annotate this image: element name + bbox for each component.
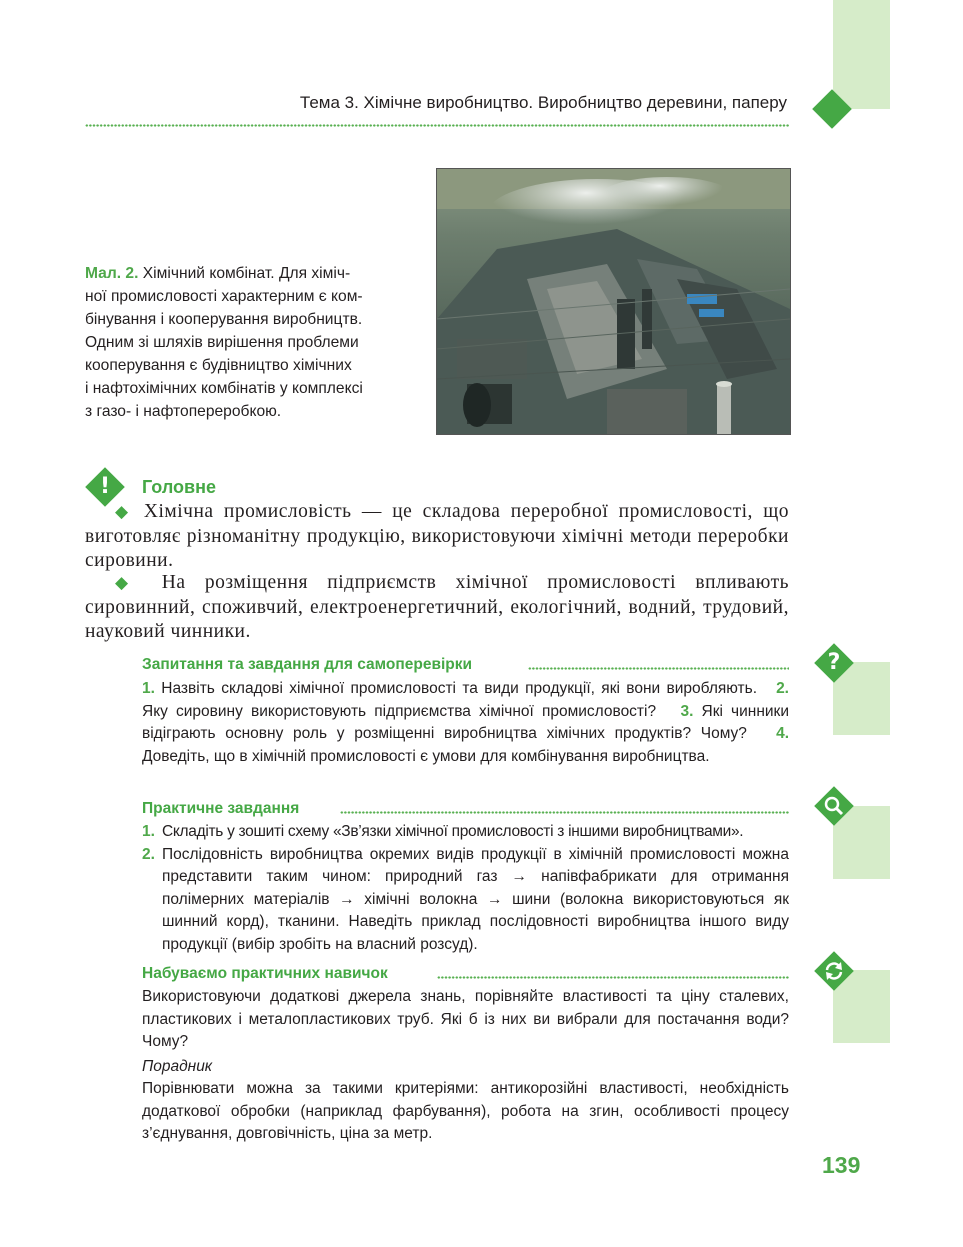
- main-paragraph-1: ◆ Хімічна промисловість — це складова переробної промисловості, що виготовляє різноманітну продукцію, використовуючи хімічні методи переробки сировини.: [85, 501, 790, 571]
- practical-title: Практичне завдання: [142, 800, 300, 817]
- caption-line: з газо- і нафтопереробкою.: [85, 403, 282, 420]
- chemical-plant-photo: [436, 168, 791, 435]
- refresh-icon: [814, 951, 854, 991]
- questions-title: Запитання та завдання для самоперевірки: [142, 656, 473, 673]
- diamond-bullet-icon: ◆: [115, 573, 143, 593]
- main-paragraph-2: ◆ На розміщення підприємств хімічної промисловості впливають сировинний, споживчий, електроенергетичний, екологічний, водний, трудовий, науковий чинники.: [85, 572, 790, 642]
- chapter-title: Тема 3. Хімічне виробництво. Виробництво деревини, паперу: [299, 93, 787, 112]
- skills-dotted-rule: [437, 975, 789, 980]
- caption-line: ної промисловості характерним є ком-: [85, 288, 363, 305]
- caption-line: Хімічний комбінат. Для хіміч-: [142, 265, 351, 282]
- page-number: 139: [822, 1152, 861, 1178]
- exclamation-glyph: !: [99, 474, 111, 499]
- questions-body: 1. Назвіть складові хімічної промисловості та види продукції, які вони виробляють. 2. Яку сировину використовують підприємства хімічної промисловості? 3. Які чинники відіграють основну роль у розміщенні виробництва хімічних продуктів? Чому? 4. Доведіть, що в хімічній промисловості є умови для комбінування виробництва.: [142, 680, 790, 765]
- caption-line: бінування і кооперування виробництв.: [85, 311, 363, 328]
- figure-label: Мал. 2.: [85, 265, 139, 282]
- advisor-text: Порівнювати можна за такими критеріями: антикорозійні властивості, необхідність додаткової обробки (наприклад фарбування), робота на згин, особливості процесу з’єднування, довговічність, ціна за метр.: [142, 1080, 789, 1142]
- caption-line: і нафтохімічних комбінатів у комплексі: [85, 380, 363, 397]
- question-1: Назвіть складові хімічної промисловості та види продукції, які вони виробляють.: [161, 680, 758, 697]
- question-4: Доведіть, що в хімічній промисловості є умови для комбінування виробництва.: [142, 747, 710, 765]
- questions-dotted-rule: [528, 666, 789, 671]
- caption-line: Одним зі шляхів вирішення проблеми: [85, 334, 359, 351]
- question-glyph: ?: [827, 650, 841, 675]
- list-item: 1. Складіть у зошиті схему «Зв’язки хімічної промисловості з іншими виробництвами».: [142, 823, 744, 840]
- question-2: Яку сировину використовують підприємства хімічної промисловості?: [142, 702, 657, 720]
- advisor-label: Порадник: [142, 1058, 213, 1075]
- skills-body: Використовуючи додаткові джерела знань, порівняйте властивості та ціну сталевих, пластикових і металопластикових труб. Які б із них ви вибрали для постачання води? Чому?: [142, 988, 789, 1050]
- caption-line: кооперування є будівництво хімічних: [85, 357, 352, 374]
- practical-dotted-rule: [340, 810, 789, 815]
- question-3: Які чинники відіграють основну роль у розміщенні виробництва хімічних продуктів? Чому?: [142, 702, 789, 742]
- magnifier-icon: [814, 786, 854, 826]
- side-tab-top: [833, 0, 890, 109]
- practical-list: [142, 821, 789, 956]
- figure-caption: [85, 262, 393, 423]
- header-dotted-rule: [85, 123, 789, 128]
- skills-title: Набуваємо практичних навичок: [142, 965, 388, 982]
- main-heading: Головне: [142, 477, 216, 497]
- list-item: 2. Послідовність виробництва окремих видів продукції в хімічній промисловості можна представити таким чином: природний газ → напівфабрикати для отримання полімерних матеріалів → хімічні волокна → шини (волокна використовуються як шинний корд), тканини. Наведіть приклад послідовності виробництва іншого виду продукції (вибір зробіть на власний розсуд).: [142, 845, 789, 953]
- diamond-bullet-icon: ◆: [115, 502, 134, 522]
